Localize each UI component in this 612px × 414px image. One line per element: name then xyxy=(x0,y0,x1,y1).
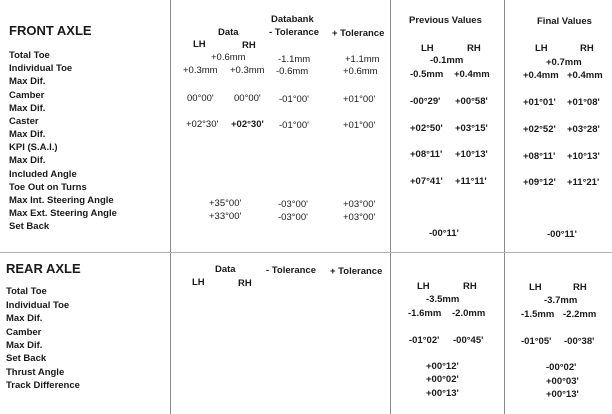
label-individual-toe: Individual Toe xyxy=(9,63,73,74)
tol-minus-camber: -01°00' xyxy=(279,94,309,105)
data-header: Data xyxy=(218,27,239,38)
data-camber-rh: 00°00' xyxy=(234,93,261,104)
final-lh-header: LH xyxy=(535,43,548,54)
prev-kpi-rh: +10°13' xyxy=(455,149,488,160)
rear-final-ind-toe-rh: -2.2mm xyxy=(563,309,597,320)
prev-kpi-lh: +08°11' xyxy=(410,149,443,160)
final-kpi-rh: +10°13' xyxy=(567,151,600,162)
data-caster-lh: +02°30' xyxy=(186,119,219,130)
prev-lh-header: LH xyxy=(421,43,434,54)
rear-label-total-toe: Total Toe xyxy=(6,286,47,297)
data-caster-rh: +02°30' xyxy=(231,119,264,130)
prev-caster-rh: +03°15' xyxy=(455,123,488,134)
rear-minus-tolerance-header: - Tolerance xyxy=(266,265,316,276)
tol-plus-int-steering: +03°00' xyxy=(343,199,376,210)
column-divider-labels xyxy=(170,0,171,414)
rear-final-camber-rh: -00°38' xyxy=(564,336,595,347)
tol-minus-caster: -01°00' xyxy=(279,120,309,131)
rear-prev-total-toe: -3.5mm xyxy=(426,294,460,305)
tol-plus-caster: +01°00' xyxy=(343,120,376,131)
label-max-dif: Max Dif. xyxy=(9,129,46,140)
rear-final-setback: -00°02' xyxy=(546,362,577,373)
prev-setback: -00°11' xyxy=(429,228,459,239)
data-int-steering: +35°00' xyxy=(209,198,242,209)
final-incl-rh: +11°21' xyxy=(567,177,600,188)
final-caster-lh: +02°52' xyxy=(523,124,556,135)
rear-data-header: Data xyxy=(215,264,236,275)
rear-data-rh-header: RH xyxy=(238,278,252,289)
label-included-angle: Included Angle xyxy=(9,169,77,180)
rear-label-max-dif: Max Dif. xyxy=(6,340,43,351)
prev-camber-rh: +00°58' xyxy=(455,96,488,107)
data-ind-toe-rh: +0.3mm xyxy=(230,65,265,76)
rear-final-total-toe: -3.7mm xyxy=(544,295,578,306)
prev-incl-rh: +11°11' xyxy=(455,176,487,187)
rear-label-track-difference: Track Difference xyxy=(6,380,80,391)
column-divider-previous xyxy=(390,0,391,414)
tol-minus-ind-toe: -0.6mm xyxy=(276,66,309,77)
label-max-dif: Max Dif. xyxy=(9,76,46,87)
rear-plus-tolerance-header: + Tolerance xyxy=(330,266,383,277)
axle-section-divider xyxy=(0,252,612,253)
prev-caster-lh: +02°50' xyxy=(410,123,443,134)
label-set-back: Set Back xyxy=(9,221,50,232)
label-total-toe: Total Toe xyxy=(9,50,50,61)
prev-rh-header: RH xyxy=(467,43,481,54)
label-max-ext-steering-angle: Max Ext. Steering Angle xyxy=(9,208,117,219)
label-max-dif: Max Dif. xyxy=(9,155,46,166)
databank-header: Databank xyxy=(271,14,314,25)
rear-final-track: +00°13' xyxy=(546,389,579,400)
rear-data-lh-header: LH xyxy=(192,277,205,288)
rear-prev-camber-lh: -01°02' xyxy=(409,335,440,346)
tol-plus-camber: +01°00' xyxy=(343,94,376,105)
front-axle-title: FRONT AXLE xyxy=(9,23,92,38)
data-ext-steering: +33°00' xyxy=(209,211,242,222)
prev-total-toe: -0.1mm xyxy=(430,55,464,66)
label-max-int-steering-angle: Max Int. Steering Angle xyxy=(9,195,114,206)
prev-camber-lh: -00°29' xyxy=(410,96,441,107)
data-lh-header: LH xyxy=(193,39,206,50)
final-caster-rh: +03°28' xyxy=(567,124,600,135)
final-values-header: Final Values xyxy=(537,16,592,27)
rear-label-max-dif: Max Dif. xyxy=(6,313,43,324)
tol-plus-ind-toe: +0.6mm xyxy=(343,66,378,77)
rear-prev-thrust: +00°02' xyxy=(426,374,459,385)
rear-label-camber: Camber xyxy=(6,327,42,338)
column-divider-final xyxy=(504,0,505,414)
label-camber: Camber xyxy=(9,90,45,101)
tol-minus-total-toe: -1.1mm xyxy=(278,54,311,65)
rear-final-rh-header: RH xyxy=(573,282,587,293)
final-setback: -00°11' xyxy=(547,229,577,240)
rear-prev-ind-toe-rh: -2.0mm xyxy=(452,308,486,319)
data-rh-header: RH xyxy=(242,40,256,51)
rear-prev-rh-header: RH xyxy=(463,281,477,292)
rear-final-thrust: +00°03' xyxy=(546,376,579,387)
label-kpi: KPI (S.A.I.) xyxy=(9,142,58,153)
final-ind-toe-lh: +0.4mm xyxy=(523,70,559,81)
rear-prev-ind-toe-lh: -1.6mm xyxy=(408,308,442,319)
rear-final-lh-header: LH xyxy=(529,282,542,293)
tol-minus-int-steering: -03°00' xyxy=(278,199,308,210)
rear-label-individual-toe: Individual Toe xyxy=(6,300,70,311)
data-camber-lh: 00°00' xyxy=(187,93,214,104)
prev-ind-toe-rh: +0.4mm xyxy=(454,69,490,80)
rear-label-thrust-angle: Thrust Angle xyxy=(6,367,65,378)
plus-tolerance-header: + Tolerance xyxy=(332,28,385,39)
final-camber-rh: +01°08' xyxy=(567,97,600,108)
data-ind-toe-lh: +0.3mm xyxy=(183,65,218,76)
rear-final-ind-toe-lh: -1.5mm xyxy=(521,309,555,320)
label-caster: Caster xyxy=(9,116,39,127)
prev-incl-lh: +07°41' xyxy=(410,176,443,187)
final-ind-toe-rh: +0.4mm xyxy=(567,70,603,81)
rear-axle-title: REAR AXLE xyxy=(6,261,81,276)
final-incl-lh: +09°12' xyxy=(523,177,556,188)
tol-plus-total-toe: +1.1mm xyxy=(345,54,380,65)
minus-tolerance-header: - Tolerance xyxy=(269,27,319,38)
rear-label-set-back: Set Back xyxy=(6,353,47,364)
rear-prev-lh-header: LH xyxy=(417,281,430,292)
rear-prev-track: +00°13' xyxy=(426,388,459,399)
final-kpi-lh: +08°11' xyxy=(523,151,556,162)
prev-ind-toe-lh: -0.5mm xyxy=(410,69,444,80)
final-total-toe: +0.7mm xyxy=(546,57,582,68)
tol-plus-ext-steering: +03°00' xyxy=(343,212,376,223)
rear-prev-setback: +00°12' xyxy=(426,361,459,372)
tol-minus-ext-steering: -03°00' xyxy=(278,212,308,223)
previous-values-header: Previous Values xyxy=(409,15,482,26)
label-max-dif: Max Dif. xyxy=(9,103,46,114)
final-camber-lh: +01°01' xyxy=(523,97,556,108)
label-toe-out-on-turns: Toe Out on Turns xyxy=(9,182,87,193)
final-rh-header: RH xyxy=(580,43,594,54)
data-total-toe: +0.6mm xyxy=(211,52,246,63)
rear-final-camber-lh: -01°05' xyxy=(521,336,552,347)
rear-prev-camber-rh: -00°45' xyxy=(453,335,484,346)
